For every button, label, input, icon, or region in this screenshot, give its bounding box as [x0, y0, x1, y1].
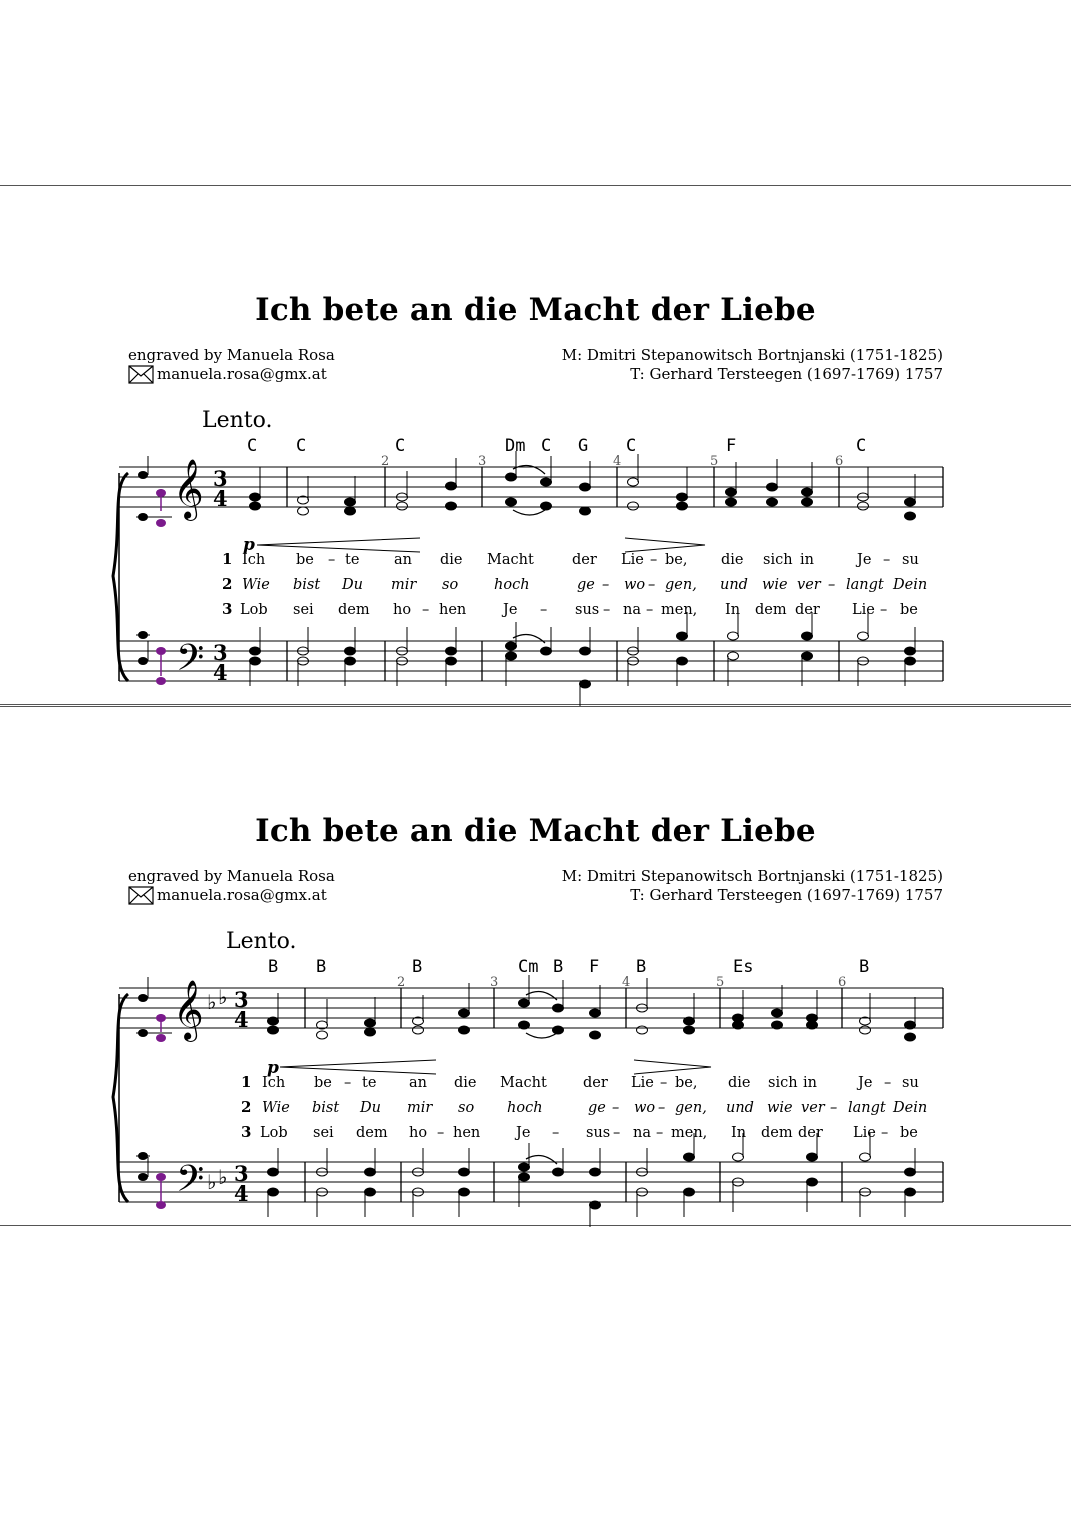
- lyric-syllable: die: [721, 552, 744, 568]
- bar-number: 3: [478, 454, 487, 469]
- lyric-syllable: Macht: [500, 1075, 547, 1091]
- lyric-syllable: dem: [761, 1125, 793, 1141]
- lyric-syllable: Macht: [487, 552, 534, 568]
- chord-symbol: C: [395, 436, 406, 456]
- lyric-syllable: ho: [409, 1125, 428, 1141]
- lyric-hyphen: –: [881, 1125, 889, 1141]
- bar-number: 2: [397, 975, 406, 990]
- lyric-syllable: an: [409, 1075, 427, 1091]
- crescendo-hairpin: [280, 1060, 436, 1074]
- lyric-syllable: Ich: [242, 552, 266, 568]
- svg-text:♭: ♭: [207, 990, 217, 1014]
- verse-number: 2: [222, 575, 233, 593]
- score-panel-c-major: [0, 185, 1071, 705]
- lyric-syllable: be: [314, 1075, 332, 1091]
- lyric-hyphen: –: [613, 1125, 621, 1141]
- svg-text:3: 3: [234, 987, 249, 1012]
- lyric-syllable: sich: [768, 1075, 798, 1091]
- lyric-syllable: sei: [313, 1125, 334, 1141]
- barlines: [287, 467, 943, 681]
- lyric-syllable: Je: [516, 1125, 531, 1141]
- bar-number: 6: [838, 975, 847, 990]
- lyric-syllable: die: [440, 552, 463, 568]
- dynamic-marking: p: [267, 1058, 279, 1078]
- lyric-syllable: Du: [360, 1100, 381, 1116]
- page-title: Ich bete an die Macht der Liebe: [255, 292, 816, 328]
- email-link[interactable]: manuela.rosa@gmx.at: [157, 886, 327, 904]
- chord-symbol: B: [636, 957, 647, 977]
- lyric-hyphen: –: [830, 1100, 838, 1116]
- lyrics-verse-2: [222, 575, 927, 593]
- verse-number: 2: [241, 1098, 252, 1116]
- svg-text:♭: ♭: [218, 985, 228, 1009]
- lyric-hyphen: –: [884, 1075, 892, 1091]
- lyric-syllable: Je: [503, 602, 518, 618]
- lyric-syllable: be: [900, 1125, 918, 1141]
- lyric-syllable: Lob: [260, 1125, 288, 1141]
- lyric-syllable: be: [296, 552, 314, 568]
- lyric-syllable: und: [720, 577, 748, 593]
- svg-text:♭: ♭: [207, 1170, 217, 1194]
- verse-number: 3: [241, 1123, 252, 1141]
- bar-number: 4: [613, 454, 622, 469]
- lyric-syllable: langt: [848, 1100, 886, 1116]
- lyric-syllable: Lob: [240, 602, 268, 618]
- bar-number: 6: [835, 454, 844, 469]
- lyric-syllable: der: [583, 1075, 608, 1091]
- lyric-syllable: langt: [846, 577, 884, 593]
- chord-symbol: C: [856, 436, 867, 456]
- crescendo-hairpin: [257, 538, 420, 552]
- lyric-syllable: hoch: [494, 577, 530, 593]
- score-panel-b-major: [0, 706, 1071, 1226]
- lyric-syllable: be,: [675, 1075, 698, 1091]
- chord-symbol: Cm: [518, 957, 539, 977]
- lyric-syllable: gen,: [675, 1100, 707, 1116]
- lyric-hyphen: –: [603, 602, 611, 618]
- lyric-syllable: be,: [665, 552, 688, 568]
- poet-text: T: Gerhard Tersteegen (1697-1769) 1757: [630, 886, 943, 904]
- lyric-syllable: bist: [312, 1100, 340, 1116]
- treble-notes: [250, 451, 916, 520]
- chord-symbol: C: [296, 436, 307, 456]
- verse-number: 1: [222, 550, 233, 568]
- lyric-syllable: sus: [575, 602, 600, 618]
- lyric-syllable: ho: [393, 602, 412, 618]
- lyric-syllable: su: [902, 1075, 919, 1091]
- lyric-hyphen: –: [328, 552, 336, 568]
- lyrics-verse-1: [222, 550, 919, 568]
- lyric-syllable: hen: [439, 602, 467, 618]
- lyric-syllable: te: [345, 552, 360, 568]
- composer-text: M: Dmitri Stepanowitsch Bortnjanski (1751-1825): [561, 867, 943, 885]
- lyric-syllable: be: [900, 602, 918, 618]
- chord-symbol: F: [589, 957, 600, 977]
- lyric-syllable: men,: [661, 602, 698, 618]
- lyric-syllable: so: [442, 577, 459, 593]
- bass-clef-icon: 𝄢: [176, 637, 205, 688]
- lyrics-verse-1: [241, 1073, 919, 1091]
- page-title: Ich bete an die Macht der Liebe: [255, 813, 816, 849]
- lyric-hyphen: –: [552, 1125, 560, 1141]
- svg-text:4: 4: [213, 486, 228, 511]
- lyric-syllable: Lie: [631, 1075, 654, 1091]
- lyric-syllable: wie: [767, 1100, 793, 1116]
- lyric-syllable: wie: [762, 577, 788, 593]
- svg-text:3: 3: [213, 466, 228, 491]
- lyric-syllable: Ich: [262, 1075, 286, 1091]
- lyric-syllable: dem: [755, 602, 787, 618]
- lyric-syllable: ge: [577, 577, 595, 593]
- lyric-syllable: die: [728, 1075, 751, 1091]
- lyric-hyphen: –: [658, 1100, 666, 1116]
- lyric-syllable: dem: [338, 602, 370, 618]
- lyric-hyphen: –: [650, 552, 658, 568]
- svg-text:♭: ♭: [218, 1165, 228, 1189]
- bass-notes: [268, 1133, 916, 1227]
- lyric-hyphen: –: [344, 1075, 352, 1091]
- lyric-syllable: wo: [624, 577, 646, 593]
- composer-text: M: Dmitri Stepanowitsch Bortnjanski (1751-1825): [561, 346, 943, 364]
- lyric-hyphen: –: [828, 577, 836, 593]
- chord-symbol: B: [859, 957, 870, 977]
- tempo-marking: Lento.: [202, 408, 273, 433]
- chord-symbol: C: [626, 436, 637, 456]
- ambitus-treble: [136, 977, 172, 1042]
- lyric-syllable: hen: [453, 1125, 481, 1141]
- lyric-syllable: so: [458, 1100, 475, 1116]
- lyric-syllable: sus: [586, 1125, 611, 1141]
- email-link[interactable]: manuela.rosa@gmx.at: [157, 365, 327, 383]
- bass-clef-icon: 𝄢: [176, 1158, 205, 1209]
- lyric-syllable: der: [798, 1125, 823, 1141]
- poet-text: T: Gerhard Tersteegen (1697-1769) 1757: [630, 365, 943, 383]
- lyrics-verse-3: [241, 1123, 918, 1141]
- lyric-syllable: sich: [763, 552, 793, 568]
- bar-number: 5: [716, 975, 725, 990]
- lyric-hyphen: –: [646, 602, 654, 618]
- lyric-syllable: dem: [356, 1125, 388, 1141]
- bass-staff: [119, 641, 943, 681]
- lyric-syllable: na: [623, 602, 641, 618]
- lyric-hyphen: –: [660, 1075, 668, 1091]
- chord-symbol: C: [247, 436, 258, 456]
- bar-number: 4: [622, 975, 631, 990]
- lyric-syllable: In: [725, 602, 741, 618]
- lyric-syllable: Wie: [262, 1100, 290, 1116]
- lyric-syllable: In: [731, 1125, 747, 1141]
- barlines: [305, 988, 943, 1202]
- svg-text:4: 4: [234, 1181, 249, 1206]
- lyric-syllable: Lie: [621, 552, 644, 568]
- time-signature: [234, 987, 252, 1206]
- lyric-syllable: ge: [588, 1100, 606, 1116]
- lyric-syllable: die: [454, 1075, 477, 1091]
- lyric-syllable: Wie: [242, 577, 270, 593]
- lyric-syllable: mir: [391, 577, 417, 593]
- bar-number: 5: [710, 454, 719, 469]
- engraver-text: engraved by Manuela Rosa: [128, 346, 335, 364]
- chord-symbol: B: [412, 957, 423, 977]
- lyric-hyphen: –: [880, 602, 888, 618]
- lyric-hyphen: –: [656, 1125, 664, 1141]
- lyric-syllable: Lie: [852, 602, 875, 618]
- treble-staff: [119, 467, 943, 507]
- brace: [113, 473, 128, 681]
- chord-symbol: G: [578, 436, 589, 456]
- lyric-syllable: Lie: [853, 1125, 876, 1141]
- flat-icon: [207, 985, 227, 1194]
- lyric-syllable: Je: [858, 1075, 873, 1091]
- lyric-hyphen: –: [422, 602, 430, 618]
- bass-notes: [250, 612, 916, 706]
- lyric-syllable: an: [394, 552, 412, 568]
- lyric-syllable: Dein: [893, 577, 928, 593]
- lyric-syllable: der: [572, 552, 597, 568]
- lyric-syllable: hoch: [507, 1100, 543, 1116]
- lyric-hyphen: –: [602, 577, 610, 593]
- chord-symbol: C: [541, 436, 552, 456]
- chord-symbol: B: [316, 957, 327, 977]
- chord-symbol: B: [268, 957, 279, 977]
- music-system-c: [0, 186, 1071, 706]
- svg-text:4: 4: [234, 1007, 249, 1032]
- lyric-syllable: na: [633, 1125, 651, 1141]
- lyric-syllable: der: [795, 602, 820, 618]
- lyric-hyphen: –: [883, 552, 891, 568]
- lyrics-verse-3: [222, 600, 918, 618]
- verse-number: 1: [241, 1073, 252, 1091]
- decrescendo-hairpin: [634, 1060, 711, 1074]
- lyric-hyphen: –: [437, 1125, 445, 1141]
- lyric-syllable: wo: [634, 1100, 656, 1116]
- lyric-syllable: mir: [407, 1100, 433, 1116]
- verse-number: 3: [222, 600, 233, 618]
- lyric-syllable: Dein: [893, 1100, 928, 1116]
- svg-text:3: 3: [213, 640, 228, 665]
- bar-number: 3: [490, 975, 499, 990]
- lyric-syllable: und: [726, 1100, 754, 1116]
- bar-number: 2: [381, 454, 390, 469]
- tempo-marking: Lento.: [226, 929, 297, 954]
- svg-text:3: 3: [234, 1161, 249, 1186]
- dynamic-marking: p: [243, 535, 255, 555]
- lyric-syllable: men,: [671, 1125, 708, 1141]
- lyric-syllable: bist: [293, 577, 321, 593]
- ambitus-bass: [136, 631, 166, 685]
- brace: [113, 994, 128, 1202]
- treble-clef-icon: 𝄞: [173, 980, 204, 1040]
- svg-text:4: 4: [213, 660, 228, 685]
- lyric-syllable: sei: [293, 602, 314, 618]
- lyric-syllable: in: [803, 1075, 817, 1091]
- decrescendo-hairpin: [625, 538, 705, 552]
- lyric-hyphen: –: [540, 602, 548, 618]
- treble-clef-icon: 𝄞: [173, 459, 204, 519]
- music-system-b: [0, 707, 1071, 1227]
- chord-symbol: B: [553, 957, 564, 977]
- lyric-syllable: ver: [797, 577, 821, 593]
- lyric-syllable: ver: [801, 1100, 825, 1116]
- chord-symbol: F: [726, 436, 737, 456]
- lyric-hyphen: –: [648, 577, 656, 593]
- lyric-syllable: Je: [857, 552, 872, 568]
- lyric-syllable: in: [800, 552, 814, 568]
- ambitus-bass: [136, 1152, 166, 1209]
- lyric-hyphen: –: [612, 1100, 620, 1116]
- lyric-syllable: su: [902, 552, 919, 568]
- lyric-syllable: te: [362, 1075, 377, 1091]
- lyrics-verse-2: [241, 1098, 927, 1116]
- chord-symbol: Es: [733, 957, 754, 977]
- lyric-syllable: gen,: [665, 577, 697, 593]
- chord-symbol: Dm: [505, 436, 526, 456]
- lyric-syllable: Du: [342, 577, 363, 593]
- engraver-text: engraved by Manuela Rosa: [128, 867, 335, 885]
